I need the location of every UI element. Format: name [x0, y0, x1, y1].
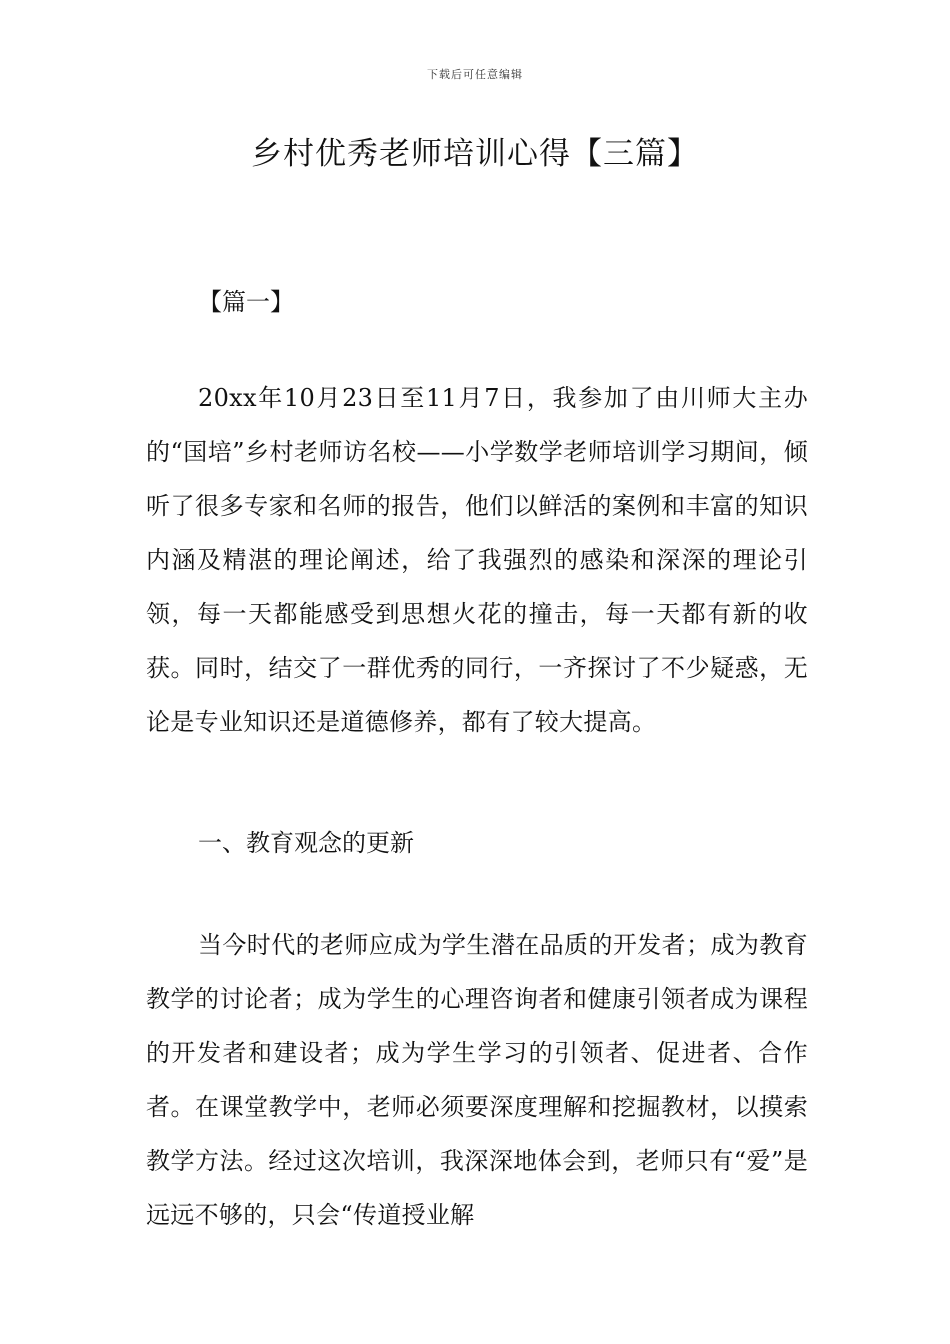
subheading-education-concept: 一、教育观念的更新 — [198, 829, 414, 857]
paragraph-1: 20xx年10月23日至11月7日，我参加了由川师大主办的“国培”乡村老师访名校——小学数学老师培训学习期间，倾听了很多专家和名师的报告，他们以鲜活的案例和丰富的知识内涵及精湛的理论阐述，给了我强烈的感染和深深的理论引领，每一天都能感受到思想火花的撞击，每一天都有新的收获。同时，结交了一群优秀的同行，一齐探讨了不少疑惑，无论是专业知识还是道德修养，都有了较大提高。 — [146, 384, 808, 736]
header-note: 下载后可任意编辑 — [427, 68, 523, 81]
document-title: 乡村优秀老师培训心得【三篇】 — [251, 136, 699, 172]
section-label: 【篇一】 — [198, 288, 294, 316]
paragraph-2: 当今时代的老师应成为学生潜在品质的开发者；成为教育教学的讨论者；成为学生的心理咨询者和健康引领者成为课程的开发者和建设者；成为学生学习的引领者、促进者、合作者。在课堂教学中，老师必须要深度理解和挖掘教材，以摸索教学方法。经过这次培训，我深深地体会到，老师只有“爱”是远远不够的，只会“传道授业解 — [146, 931, 808, 1229]
